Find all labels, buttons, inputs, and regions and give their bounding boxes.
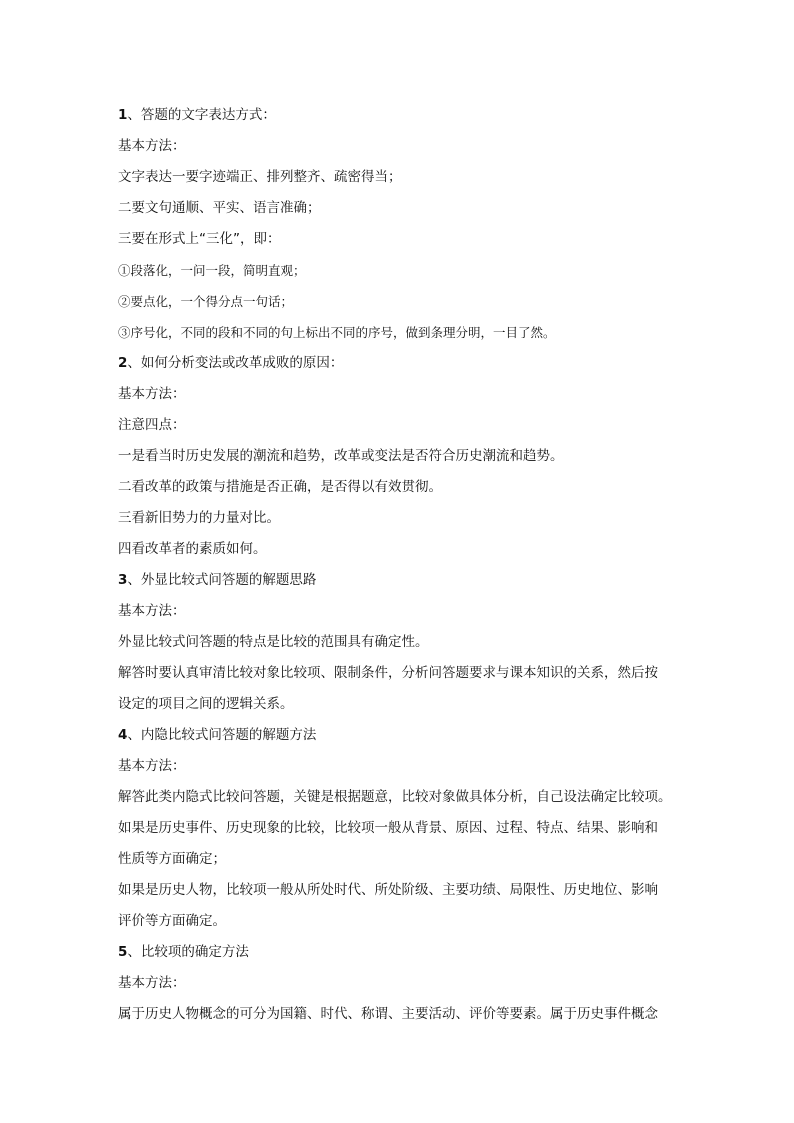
- paragraph-line: 如果是历史人物，比较项一般从所处时代、所处阶级、主要功绩、局限性、历史地位、影响: [118, 882, 658, 898]
- section-title: 、外显比较式问答题的解题思路: [127, 572, 317, 588]
- paragraph-line: 设定的项目之间的逻辑关系。: [118, 696, 294, 712]
- paragraph-line: 解答时要认真审清比较对象比较项、限制条件，分析问答题要求与课本知识的关系，然后按: [118, 665, 658, 681]
- paragraph-line: 三看新旧势力的力量对比。: [118, 510, 280, 526]
- section-number: 1: [118, 107, 128, 123]
- section-number: 3: [118, 572, 128, 588]
- paragraph-line: 基本方法：: [118, 138, 186, 154]
- section-title: 、答题的文字表达方式：: [127, 107, 276, 123]
- section-title: 、比较项的确定方法: [127, 944, 249, 960]
- paragraph-line: 一是看当时历史发展的潮流和趋势，改革或变法是否符合历史潮流和趋势。: [118, 448, 564, 464]
- paragraph-line: 如果是历史事件、历史现象的比较，比较项一般从背景、原因、过程、特点、结果、影响和: [118, 820, 658, 836]
- paragraph-line: 三要在形式上“三化”，即：: [118, 231, 281, 247]
- paragraph-line: 外显比较式问答题的特点是比较的范围具有确定性。: [118, 634, 429, 650]
- section-title: 、如何分析变法或改革成败的原因：: [127, 355, 344, 371]
- paragraph-line: 基本方法：: [118, 758, 186, 774]
- paragraph-line: 评价等方面确定。: [118, 913, 226, 929]
- document-body: [118, 100, 684, 1030]
- paragraph-line: 注意四点：: [118, 417, 186, 433]
- paragraph-line: 解答此类内隐式比较问答题，关键是根据题意，比较对象做具体分析，自己设法确定比较项。: [118, 789, 672, 805]
- list-item: ①段落化，一问一段，简明直观；: [118, 263, 306, 278]
- paragraph-line: 属于历史人物概念的可分为国籍、时代、称谓、主要活动、评价等要素。属于历史事件概念: [118, 1006, 658, 1022]
- paragraph-line: 基本方法：: [118, 975, 186, 991]
- paragraph-line: 二要文句通顺、平实、语言准确；: [118, 200, 321, 216]
- paragraph-line: 性质等方面确定；: [118, 851, 226, 867]
- list-item: ③序号化，不同的段和不同的句上标出不同的序号，做到条理分明，一目了然。: [118, 325, 556, 340]
- section-heading-4: [118, 720, 684, 751]
- paragraph-line: 基本方法：: [118, 603, 186, 619]
- section-number: 2: [118, 355, 128, 371]
- section-heading-2: [118, 348, 684, 379]
- list-item: ②要点化，一个得分点一句话；: [118, 294, 294, 309]
- paragraph-line: 基本方法：: [118, 386, 186, 402]
- section-number: 5: [118, 944, 128, 960]
- section-heading-3: [118, 565, 684, 596]
- section-heading-5: [118, 937, 684, 968]
- paragraph-line: 二看改革的政策与措施是否正确，是否得以有效贯彻。: [118, 479, 442, 495]
- section-number: 4: [118, 727, 128, 743]
- section-heading-1: [118, 100, 684, 131]
- paragraph-line: 文字表达一要字迹端正、排列整齐、疏密得当；: [118, 169, 402, 185]
- section-title: 、内隐比较式问答题的解题方法: [127, 727, 317, 743]
- paragraph-line: 四看改革者的素质如何。: [118, 541, 267, 557]
